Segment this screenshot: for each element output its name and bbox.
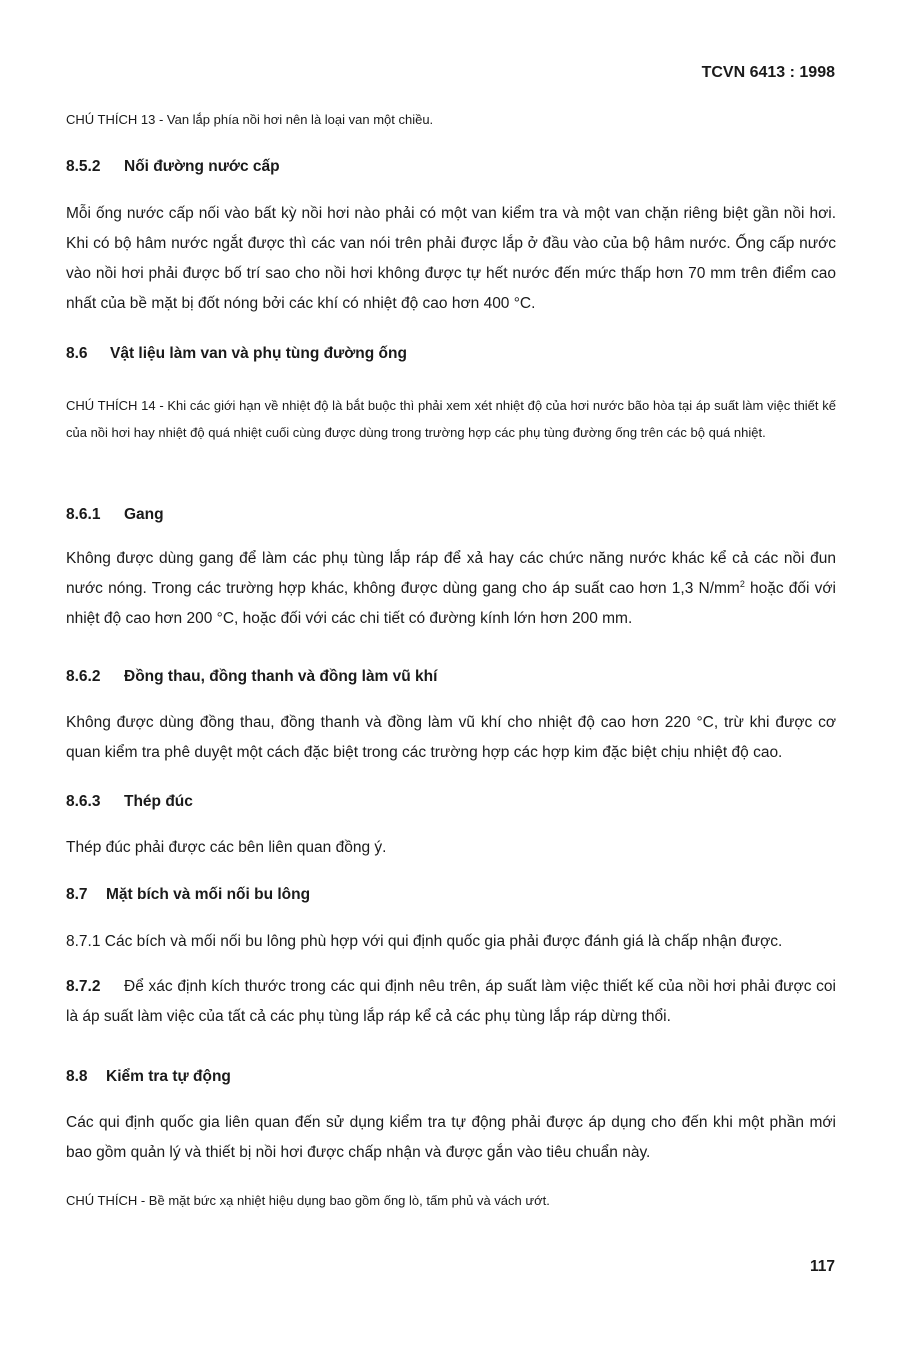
heading-8-5-2: [66, 158, 836, 176]
heading-8-6-1: [66, 506, 836, 524]
note-14: CHÚ THÍCH 14 - Khi các giới hạn về nhiệt độ là bắt buộc thì phải xem xét nhiệt độ của hơi nước bão hòa tại áp suất làm việc thiết kế của nồi hơi hay nhiệt độ quá nhiệt cuối cùng được dùng trong trường hợp các phụ tùng đường ống trên các bộ quá nhiệt.: [66, 398, 836, 440]
heading-8-8: [66, 1068, 836, 1086]
standard-code-header: TCVN 6413 : 1998: [701, 64, 835, 81]
paragraph-8-7-1: 8.7.1 Các bích và mối nối bu lông phù hợp với qui định quốc gia phải được đánh giá là chấp nhận được.: [66, 933, 783, 950]
paragraph-text: Để xác định kích thước trong các qui định nêu trên, áp suất làm việc thiết kế của nồi hơi phải được coi là áp suất làm việc của tất cả các phụ tùng lắp ráp kể cả các phụ tùng lắp ráp dừng thổi.: [66, 978, 836, 1025]
paragraph-8-8: Các qui định quốc gia liên quan đến sử dụng kiểm tra tự động phải được áp dụng cho đến khi một phần mới bao gồm quản lý và thiết bị nồi hơi được chấp nhận và được gắn vào tiêu chuẩn này.: [66, 1114, 836, 1161]
section-number: 8.6.2: [66, 668, 101, 685]
page-number: 117: [809, 1258, 835, 1275]
heading-8-6: [66, 345, 836, 363]
section-number: 8.5.2: [66, 158, 101, 175]
note-final: CHÚ THÍCH - Bề mặt bức xạ nhiệt hiệu dụng bao gồm ống lò, tấm phủ và vách ướt.: [66, 1193, 550, 1208]
section-title: Vật liệu làm van và phụ tùng đường ống: [110, 345, 407, 362]
section-title: Mặt bích và mối nối bu lông: [106, 886, 311, 903]
paragraph-8-6-1: [66, 544, 836, 634]
paragraph-8-6-3: Thép đúc phải được các bên liên quan đồng ý.: [66, 839, 387, 856]
section-number: 8.6.1: [66, 506, 101, 523]
section-title: Đồng thau, đồng thanh và đồng làm vũ khí: [124, 668, 438, 685]
paragraph-8-6-2: Không được dùng đồng thau, đồng thanh và đồng làm vũ khí cho nhiệt độ cao hơn 220 °C, trừ khi được cơ quan kiểm tra phê duyệt một cách đặc biệt trong các trường hợp các hợp kim đặc biệt chịu nhiệt độ cao.: [66, 714, 836, 761]
section-title: Kiểm tra tự động: [106, 1068, 231, 1085]
section-number: 8.6.3: [66, 793, 101, 810]
section-title: Gang: [124, 506, 164, 523]
superscript: 2: [739, 578, 745, 589]
heading-8-6-2: [66, 668, 836, 686]
section-number: 8.7.2: [66, 978, 101, 995]
paragraph-8-5-2: Mỗi ống nước cấp nối vào bất kỳ nồi hơi nào phải có một van kiểm tra và một van chặn riêng biệt gần nồi hơi. Khi có bộ hâm nước ngắt được thì các van nói trên phải được lắp ở đầu vào của bộ hâm nước. Ống cấp nước vào nồi hơi phải được bố trí sao cho nồi hơi không được tự hết nước đến mức thấp hơn 70 mm trên điểm cao nhất của bề mặt bị đốt nóng bởi các khí có nhiệt độ cao hơn 400 °C.: [66, 205, 836, 312]
heading-8-6-3: [66, 793, 836, 811]
paragraph-8-7-2: [66, 972, 836, 1032]
heading-8-7: [66, 886, 836, 904]
section-number: 8.7: [66, 886, 88, 903]
section-number: 8.8: [66, 1068, 88, 1085]
paragraph-text: hoặc đối với nhiệt độ cao hơn 200 °C, hoặc đối với các chi tiết có đường kính lớn hơn 200 mm.: [66, 580, 837, 627]
section-title: Nối đường nước cấp: [124, 158, 280, 175]
note-13: CHÚ THÍCH 13 - Van lắp phía nồi hơi nên là loại van một chiều.: [66, 112, 434, 127]
section-number: 8.6: [66, 345, 88, 362]
section-title: Thép đúc: [124, 793, 193, 810]
paragraph-text: Không được dùng gang để làm các phụ tùng lắp ráp để xả hay các chức năng nước khác kể cả các nồi đun nước nóng. Trong các trường hợp khác, không được dùng gang cho áp suất cao hơn 1,3 N/mm: [66, 550, 836, 597]
